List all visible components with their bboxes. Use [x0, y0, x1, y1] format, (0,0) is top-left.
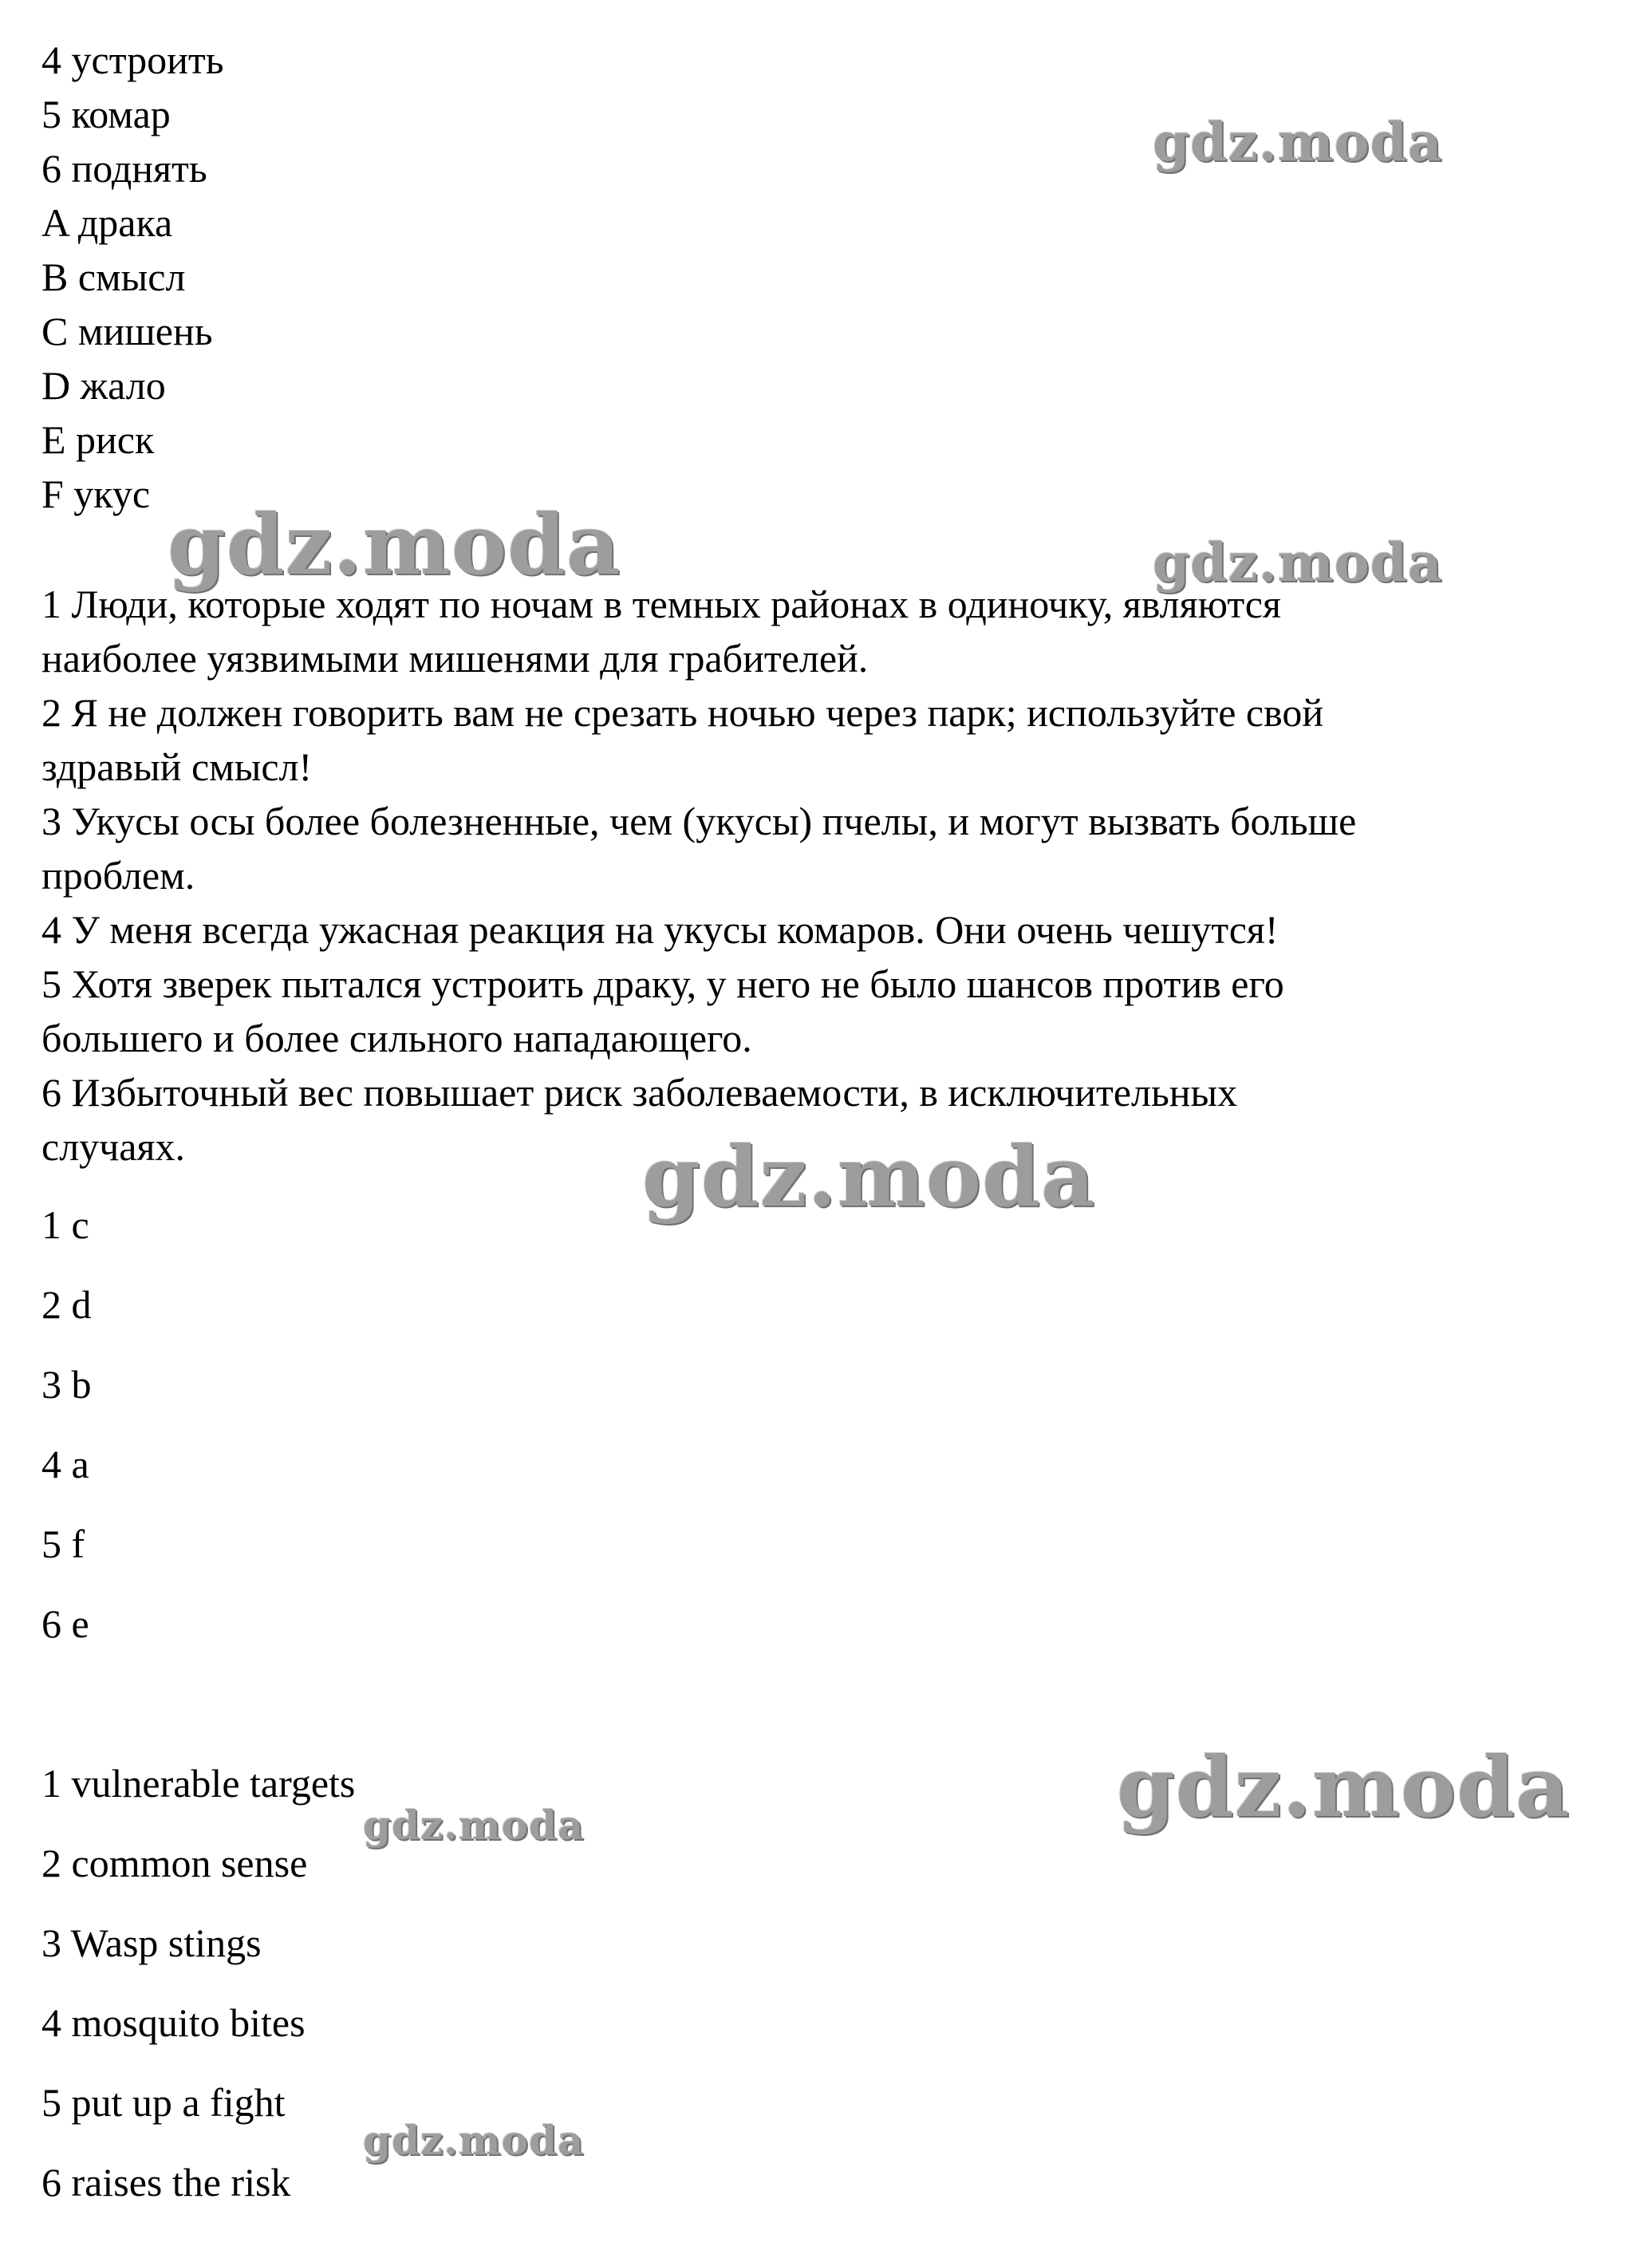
phrase-line: 2 common sense	[41, 1841, 308, 1885]
word-line: C мишень	[41, 309, 213, 353]
word-line: D жало	[41, 363, 166, 408]
translation-line: 4 У меня всегда ужасная реакция на укусы комаров. Они очень чешутся!	[41, 907, 1279, 952]
translation-line: здравый смысл!	[41, 744, 313, 789]
watermark: gdz.moda	[363, 2117, 585, 2164]
watermark: gdz.moda	[1153, 531, 1443, 594]
phrase-line: 6 raises the risk	[41, 2160, 291, 2205]
word-line: 4 устроить	[41, 38, 224, 82]
match-line: 3 b	[41, 1362, 92, 1407]
translation-line: проблем.	[41, 853, 195, 898]
match-line: 5 f	[41, 1522, 85, 1566]
translation-line: большего и более сильного нападающего.	[41, 1016, 752, 1060]
match-line: 1 c	[41, 1202, 89, 1247]
translation-line: случаях.	[41, 1124, 185, 1169]
phrase-line: 1 vulnerable targets	[41, 1761, 356, 1806]
translation-line: наиболее уязвимыми мишенями для грабителей.	[41, 636, 869, 681]
watermark: gdz.moda	[1117, 1738, 1571, 1836]
watermark: gdz.moda	[642, 1127, 1096, 1226]
word-line: A драка	[41, 200, 173, 245]
match-line: 6 e	[41, 1601, 89, 1646]
word-line: 6 поднять	[41, 146, 207, 191]
translation-line: 3 Укусы осы более болезненные, чем (укусы) пчелы, и могут вызвать больше	[41, 799, 1357, 843]
translation-line: 2 Я не должен говорить вам не срезать ночью через парк; используйте свой	[41, 690, 1324, 735]
phrase-line: 5 put up a fight	[41, 2080, 286, 2125]
phrase-line: 3 Wasp stings	[41, 1920, 262, 1965]
word-line: F укус	[41, 472, 151, 516]
translation-line: 6 Избыточный вес повышает риск заболеваемости, в исключительных	[41, 1070, 1238, 1115]
watermark: gdz.moda	[1153, 111, 1443, 173]
watermark: gdz.moda	[168, 495, 621, 594]
phrase-line: 4 mosquito bites	[41, 2000, 306, 2045]
translation-line: 1 Люди, которые ходят по ночам в темных районах в одиночку, являются	[41, 582, 1281, 626]
translation-line: 5 Хотя зверек пытался устроить драку, у него не было шансов против его	[41, 961, 1284, 1006]
word-line: B смысл	[41, 255, 186, 299]
word-line: E риск	[41, 417, 155, 462]
match-line: 2 d	[41, 1282, 92, 1327]
match-line: 4 a	[41, 1442, 89, 1486]
word-line: 5 комар	[41, 92, 171, 136]
watermark: gdz.moda	[363, 1802, 585, 1849]
